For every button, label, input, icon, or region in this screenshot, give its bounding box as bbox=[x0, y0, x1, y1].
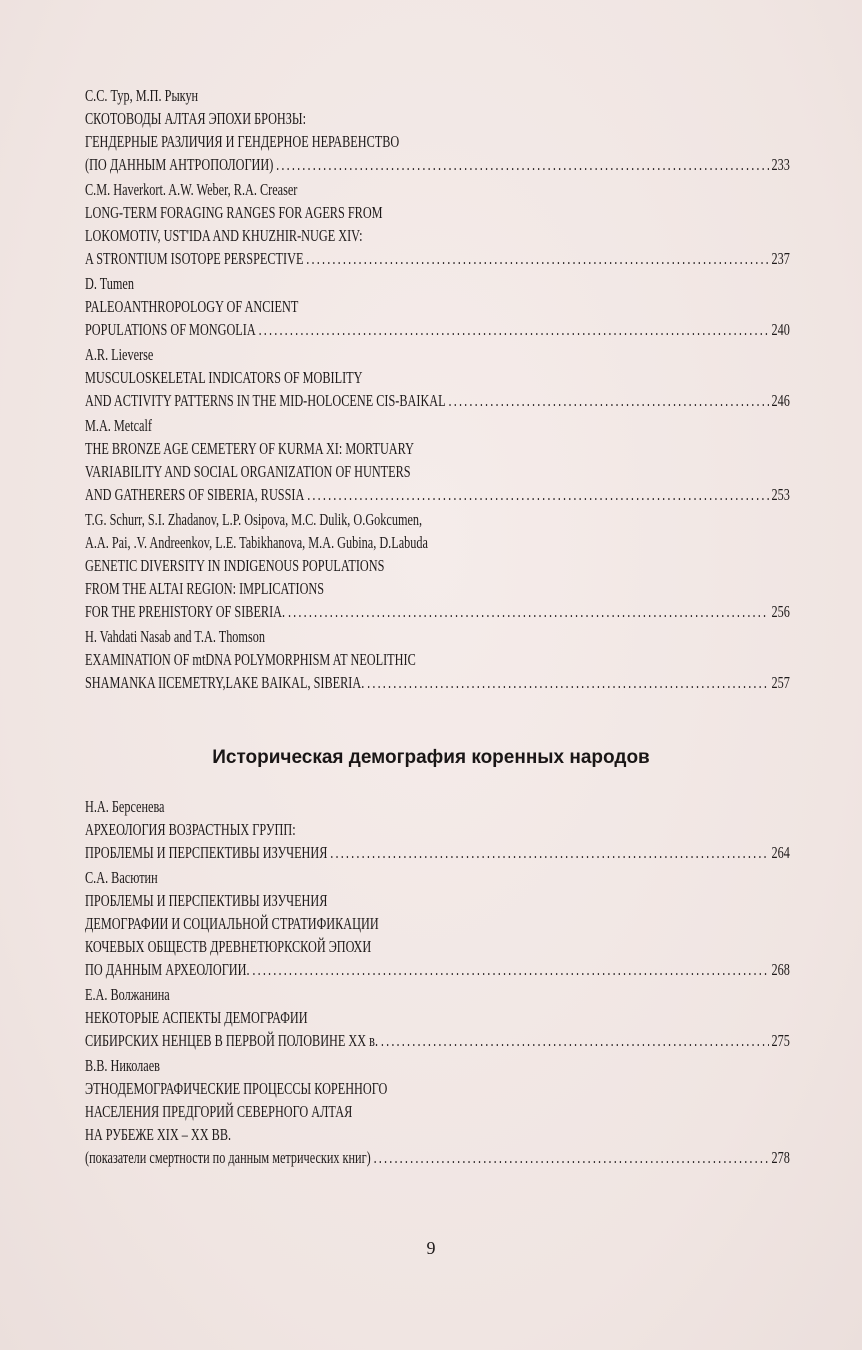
dot-leader bbox=[306, 247, 768, 270]
entry-title-text: НА РУБЕЖЕ XIX – XX ВВ. bbox=[85, 1125, 232, 1144]
toc-entry bbox=[85, 866, 790, 981]
toc-entry bbox=[85, 625, 790, 694]
entry-page-number: 275 bbox=[771, 1031, 790, 1050]
entry-title-line bbox=[85, 389, 790, 412]
entry-title-text: FOR THE PREHISTORY OF SIBERIA. bbox=[85, 602, 286, 621]
entry-title-line bbox=[85, 958, 790, 981]
entry-title-text: СКОТОВОДЫ АЛТАЯ ЭПОХИ БРОНЗЫ: bbox=[85, 109, 306, 128]
entry-page-number: 257 bbox=[771, 673, 790, 692]
entry-title-line bbox=[85, 935, 790, 958]
entry-page-number: 278 bbox=[771, 1148, 790, 1167]
page-number: 9 bbox=[426, 1238, 436, 1258]
entry-title-text: A STRONTIUM ISOTOPE PERSPECTIVE bbox=[85, 249, 304, 268]
entry-title-text: ДЕМОГРАФИИ И СОЦИАЛЬНОЙ СТРАТИФИКАЦИИ bbox=[85, 914, 379, 933]
entry-title-text: GENETIC DIVERSITY IN INDIGENOUS POPULATIONS bbox=[85, 556, 385, 575]
entry-authors: Н.А. Берсенева bbox=[85, 797, 165, 816]
dot-leader bbox=[381, 1029, 769, 1052]
toc-entry bbox=[85, 272, 790, 341]
entry-title-text: КОЧЕВЫХ ОБЩЕСТВ ДРЕВНЕТЮРКСКОЙ ЭПОХИ bbox=[85, 937, 372, 956]
entry-authors: M.A. Metcalf bbox=[85, 416, 152, 435]
dot-leader bbox=[276, 153, 768, 176]
dot-leader bbox=[374, 1146, 769, 1169]
entry-title-line bbox=[85, 437, 790, 460]
entry-title-line bbox=[85, 841, 790, 864]
entry-title-text: ПРОБЛЕМЫ И ПЕРСПЕКТИВЫ ИЗУЧЕНИЯ bbox=[85, 843, 328, 862]
entry-title-text: AND ACTIVITY PATTERNS IN THE MID-HOLOCENE CIS-BAIKAL bbox=[85, 391, 446, 410]
entry-authors: С.С. Тур, М.П. Рыкун bbox=[85, 86, 199, 105]
entry-title-line bbox=[85, 577, 790, 600]
entry-title-text: ПО ДАННЫМ АРХЕОЛОГИИ. bbox=[85, 960, 250, 979]
section-heading: Историческая демография коренных народов bbox=[212, 747, 650, 768]
entry-title-text: СИБИРСКИХ НЕНЦЕВ В ПЕРВОЙ ПОЛОВИНЕ XX в. bbox=[85, 1031, 379, 1050]
toc-entry bbox=[85, 414, 790, 506]
entry-title-line bbox=[85, 1077, 790, 1100]
entry-page-number: 233 bbox=[771, 155, 790, 174]
entry-title-text: EXAMINATION OF mtDNA POLYMORPHISM AT NEOLITHIC bbox=[85, 650, 416, 669]
entry-title-text: ПРОБЛЕМЫ И ПЕРСПЕКТИВЫ ИЗУЧЕНИЯ bbox=[85, 891, 328, 910]
entry-title-line bbox=[85, 818, 790, 841]
entry-authors: С.А. Васютин bbox=[85, 868, 158, 887]
entry-title-line bbox=[85, 201, 790, 224]
entry-title-line bbox=[85, 247, 790, 270]
entry-authors: D. Tumen bbox=[85, 274, 134, 293]
dot-leader bbox=[259, 318, 769, 341]
entry-title-line bbox=[85, 483, 790, 506]
dot-leader bbox=[367, 671, 768, 694]
entry-title-text: АРХЕОЛОГИЯ ВОЗРАСТНЫХ ГРУПП: bbox=[85, 820, 296, 839]
entry-title-line bbox=[85, 130, 790, 153]
entry-title-line bbox=[85, 318, 790, 341]
toc-entry bbox=[85, 343, 790, 412]
entry-title-text: ГЕНДЕРНЫЕ РАЗЛИЧИЯ И ГЕНДЕРНОЕ НЕРАВЕНСТВО bbox=[85, 132, 400, 151]
entry-page-number: 256 bbox=[771, 602, 790, 621]
entry-title-text: AND GATHERERS OF SIBERIA, RUSSIA bbox=[85, 485, 305, 504]
dot-leader bbox=[252, 958, 768, 981]
entry-title-line bbox=[85, 648, 790, 671]
toc-entry bbox=[85, 1054, 790, 1169]
entry-authors: H. Vahdati Nasab and T.A. Thomson bbox=[85, 627, 265, 646]
entry-title-text: (ПО ДАННЫМ АНТРОПОЛОГИИ) bbox=[85, 155, 274, 174]
entry-page-number: 240 bbox=[771, 320, 790, 339]
entry-title-text: LOKOMOTIV, UST'IDA AND KHUZHIR-NUGE XIV: bbox=[85, 226, 363, 245]
entry-title-text: FROM THE ALTAI REGION: IMPLICATIONS bbox=[85, 579, 325, 598]
entry-title-text: PALEOANTHROPOLOGY OF ANCIENT bbox=[85, 297, 299, 316]
entry-authors: В.В. Николаев bbox=[85, 1056, 160, 1075]
entry-authors: A.R. Lieverse bbox=[85, 345, 154, 364]
entry-title-line bbox=[85, 1006, 790, 1029]
entry-title-line bbox=[85, 107, 790, 130]
entry-page-number: 253 bbox=[771, 485, 790, 504]
entry-title-line bbox=[85, 912, 790, 935]
entry-title-text: VARIABILITY AND SOCIAL ORGANIZATION OF HUNTERS bbox=[85, 462, 411, 481]
dot-leader bbox=[307, 483, 768, 506]
entry-title-text: (показатели смертности по данным метрических книг) bbox=[85, 1148, 371, 1167]
entry-page-number: 246 bbox=[771, 391, 790, 410]
entry-title-text: SHAMANKA IICEMETRY,LAKE BAIKAL, SIBERIA. bbox=[85, 673, 365, 692]
entry-title-line bbox=[85, 366, 790, 389]
entry-page-number: 268 bbox=[771, 960, 790, 979]
entry-title-text: НЕКОТОРЫЕ АСПЕКТЫ ДЕМОГРАФИИ bbox=[85, 1008, 308, 1027]
entry-title-text: MUSCULOSKELETAL INDICATORS OF MOBILITY bbox=[85, 368, 363, 387]
entry-authors: Е.А. Волжанина bbox=[85, 985, 170, 1004]
dot-leader bbox=[288, 600, 769, 623]
entry-title-line bbox=[85, 295, 790, 318]
entry-title-text: ЭТНОДЕМОГРАФИЧЕСКИЕ ПРОЦЕССЫ КОРЕННОГО bbox=[85, 1079, 388, 1098]
entry-authors: T.G. Schurr, S.I. Zhadanov, L.P. Osipova, M.C. Dulik, O.Gokcumen, A.A. Pai, .V. Andreenkov, L.E. Tabikhanova, M.A. Gubina, D.Labuda bbox=[85, 510, 428, 552]
entry-title-text: POPULATIONS OF MONGOLIA bbox=[85, 320, 256, 339]
entry-title-line bbox=[85, 460, 790, 483]
entry-title-line bbox=[85, 1100, 790, 1123]
entry-title-text: НАСЕЛЕНИЯ ПРЕДГОРИЙ СЕВЕРНОГО АЛТАЯ bbox=[85, 1102, 353, 1121]
entry-title-line bbox=[85, 224, 790, 247]
toc-entry bbox=[85, 178, 790, 270]
entry-title-text: LONG-TERM FORAGING RANGES FOR AGERS FROM bbox=[85, 203, 383, 222]
toc-entry bbox=[85, 508, 790, 623]
entry-page-number: 237 bbox=[771, 249, 790, 268]
entry-title-line bbox=[85, 600, 790, 623]
entry-title-text: THE BRONZE AGE CEMETERY OF KURMA XI: MORTUARY bbox=[85, 439, 414, 458]
entry-title-line bbox=[85, 153, 790, 176]
entry-title-line bbox=[85, 1123, 790, 1146]
toc-entry bbox=[85, 983, 790, 1052]
entry-title-line bbox=[85, 889, 790, 912]
entry-title-line bbox=[85, 1029, 790, 1052]
dot-leader bbox=[330, 841, 768, 864]
entry-authors: C.M. Haverkort. A.W. Weber, R.A. Creaser bbox=[85, 180, 298, 199]
entry-title-line bbox=[85, 554, 790, 577]
toc-block-2 bbox=[85, 795, 790, 1171]
toc-entry bbox=[85, 795, 790, 864]
entry-title-line bbox=[85, 1146, 790, 1169]
entry-title-line bbox=[85, 671, 790, 694]
toc-entry bbox=[85, 84, 790, 176]
toc-block-1 bbox=[85, 84, 790, 696]
entry-page-number: 264 bbox=[771, 843, 790, 862]
dot-leader bbox=[448, 389, 768, 412]
